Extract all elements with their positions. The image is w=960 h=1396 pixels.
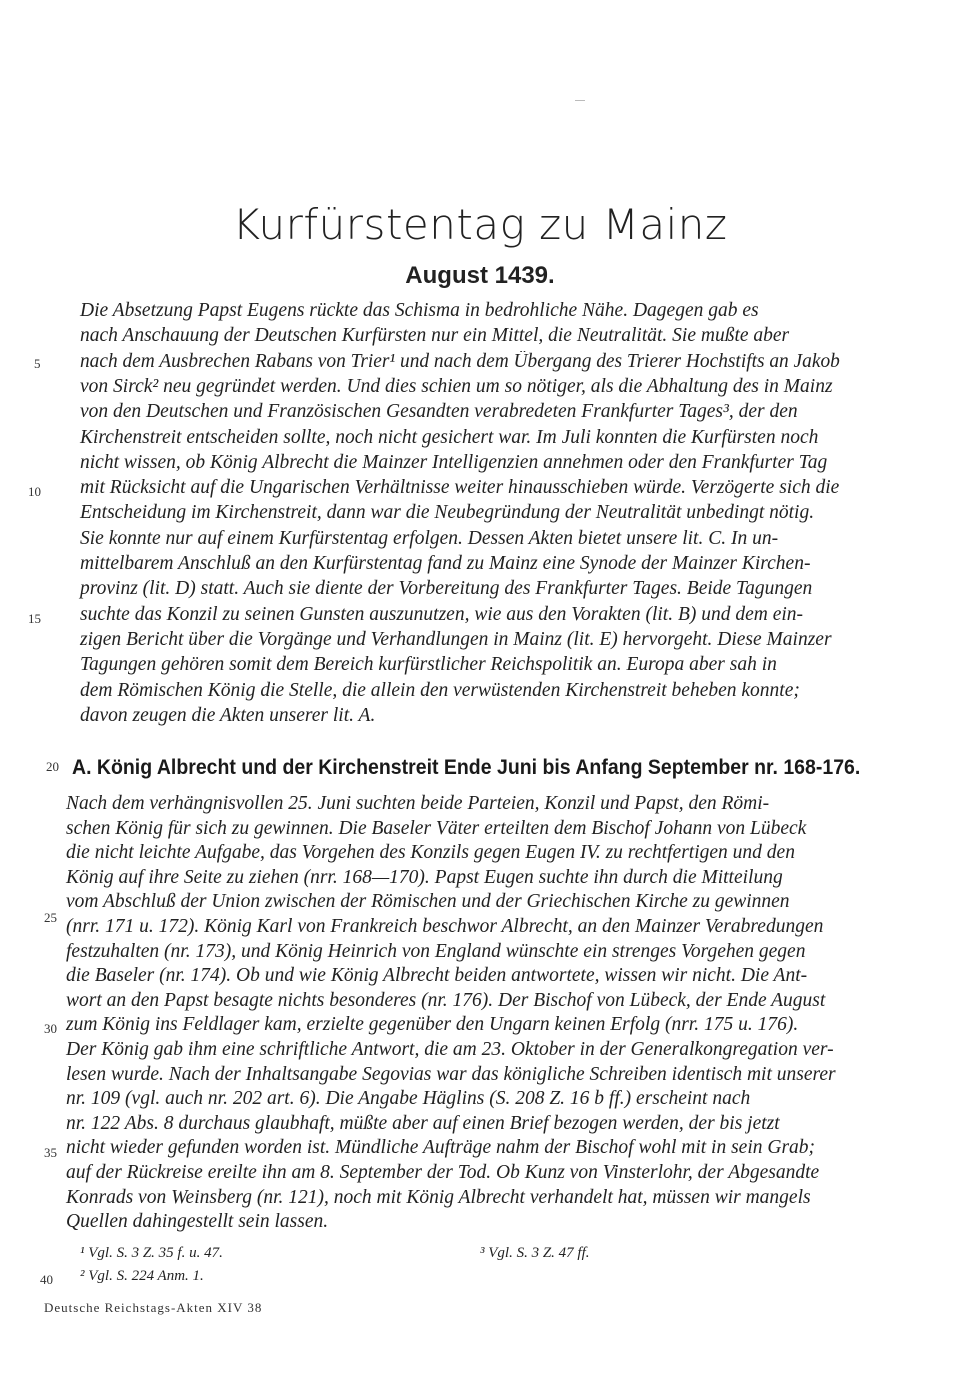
line-number: 5 — [34, 356, 41, 371]
text-line: suchte das Konzil zu seinen Gunsten auszunutzen, wie aus den Vorakten (lit. B) und dem ein- — [80, 603, 804, 625]
text-line: mittelbarem Anschluß an den Kurfürstentag fand zu Mainz eine Synode der Mainzer Kirchen- — [80, 553, 811, 574]
text-line: zigen Bericht über die Vorgänge und Verhandlungen in Mainz (lit. E) hervorgeht. Diese Mainzer — [80, 628, 832, 650]
text-line: schen König für sich zu gewinnen. Die Baseler Väter erteilten dem Bischof Johann von Lübeck — [66, 817, 807, 839]
intro-paragraph — [80, 300, 840, 730]
text-line: Der König gab ihm eine schriftliche Antwort, die am 23. Oktober in der Generalkongregation ver- — [66, 1039, 834, 1060]
text-line: lesen wurde. Nach der Inhaltsangabe Segovias war das königliche Schreiben identisch mit unserer — [66, 1063, 836, 1085]
line-number: 35 — [44, 1145, 57, 1160]
text-line: nicht wissen, ob König Albrecht die Mainzer Intelligenzien annehmen oder den Frankfurter Tag — [80, 451, 828, 473]
text-line: die Baseler (nr. 174). Ob und wie König Albrecht beiden antwortete, wissen wir nicht. Die Ant- — [66, 965, 808, 987]
text-line: König auf ihre Seite zu ziehen (nrr. 168—170). Papst Eugen suchte ihn durch die Mitteilung — [66, 866, 783, 888]
page-date: August 1439. — [405, 262, 555, 289]
page-footer: Deutsche Reichstags-Akten XIV 38 — [44, 1300, 263, 1315]
footnote-3: ³ Vgl. S. 3 Z. 47 ff. — [480, 1245, 590, 1261]
line-number: 30 — [44, 1021, 57, 1036]
text-line: Kirchenstreit entscheiden sollte, noch nicht gesichert war. Im Juli konnten die Kurfürsten noch — [80, 426, 819, 448]
text-line: zum König ins Feldlager kam, erzielte gegenüber den Ungarn keinen Erfolg (nrr. 175 u. 176). — [66, 1014, 799, 1036]
section-paragraph — [66, 793, 846, 1243]
line-number: 15 — [28, 611, 41, 626]
text-line: Nach dem verhängnisvollen 25. Juni suchten beide Parteien, Konzil und Papst, den Römi- — [66, 793, 770, 814]
text-line: auf der Rückreise ereilte ihn am 8. September der Tod. Ob Kunz von Vinsterlohr, der Abgesandte — [66, 1162, 820, 1183]
line-number: 20 — [46, 759, 59, 774]
text-line: wort an den Papst besagte nichts besonderes (nr. 176). Der Bischof von Lübeck, der Ende August — [66, 989, 826, 1011]
text-line: nach dem Ausbrechen Rabans von Trier¹ und nach dem Übergang des Trierer Hochstifts an Jakob — [80, 350, 840, 372]
text-line: davon zeugen die Akten unserer lit. A. — [80, 704, 376, 726]
text-line: nicht wieder gefunden worden ist. Mündliche Aufträge nahm der Bischof wohl mit in sein Grab; — [66, 1137, 816, 1159]
line-number: 25 — [44, 910, 57, 925]
text-line: Konrads von Weinsberg (nr. 121), noch mit König Albrecht verhandelt hat, müssen wir mangels — [66, 1186, 811, 1208]
text-line: nach Anschauung der Deutschen Kurfürsten nur ein Mittel, die Neutralität. Sie mußte aber — [80, 325, 790, 347]
text-line: mit Rücksicht auf die Ungarischen Verhältnisse weiter hinausschieben würde. Verzögerte sich die — [80, 477, 840, 499]
text-line: nr. 122 Abs. 8 durchaus glaubhaft, müßte aber auf einen Brief bezogen werden, der bis jetzt — [66, 1112, 780, 1134]
text-line: Sie konnte nur auf einem Kurfürstentag erfolgen. Dessen Akten bietet unsere lit. C. In un- — [80, 527, 779, 549]
text-line: Die Absetzung Papst Eugens rückte das Schisma in bedrohliche Nähe. Dagegen gab es — [80, 300, 759, 321]
footnote-1: ¹ Vgl. S. 3 Z. 35 f. u. 47. — [80, 1245, 223, 1261]
text-line: Quellen dahingestellt sein lassen. — [66, 1211, 329, 1233]
text-line: provinz (lit. D) statt. Auch sie diente der Vorbereitung des Frankfurter Tages. Beide Tagungen — [80, 578, 813, 600]
page-title: Kurfürstentag zu Mainz — [232, 200, 728, 249]
scan-mark — [575, 100, 585, 101]
text-line: (nrr. 171 u. 172). König Karl von Frankreich beschwor Albrecht, an den Mainzer Verabredungen — [66, 916, 824, 937]
text-line: dem Römischen König die Stelle, die allein den verwüstenden Kirchenstreit beheben konnte; — [80, 679, 800, 701]
text-line: festzuhalten (nr. 173), und König Heinrich von England wünschte ein strenges Vorgehen gegen — [66, 940, 806, 962]
text-line: nr. 109 (vgl. auch nr. 202 art. 6). Die Angabe Häglins (S. 208 Z. 16 b ff.) erscheint nach — [66, 1088, 751, 1110]
text-line: vom Abschluß der Union zwischen der Römischen und der Griechischen Kirche zu gewinnen — [66, 891, 790, 913]
text-line: Tagungen gehören somit dem Bereich kurfürstlicher Reichspolitik an. Europa aber sah in — [80, 654, 777, 676]
line-number: 10 — [28, 484, 41, 499]
text-line: die nicht leichte Aufgabe, das Vorgehen des Konzils gegen Eugen IV. zu rechtfertigen und den — [66, 842, 795, 864]
text-line: von den Deutschen und Französischen Gesandten verabredeten Frankfurter Tages³, der den — [80, 401, 798, 423]
section-heading: A. König Albrecht und der Kirchenstreit Ende Juni bis Anfang September nr. 168-176. — [72, 755, 861, 779]
text-line: Entscheidung im Kirchenstreit, dann war die Neubegründung der Neutralität unbedingt nötig. — [80, 502, 815, 524]
footnote-2: ² Vgl. S. 224 Anm. 1. — [80, 1268, 204, 1284]
line-number: 40 — [40, 1272, 53, 1287]
text-line: von Sirck² neu gegründet werden. Und dies schien um so nötiger, als die Abhaltung des in Mainz — [80, 375, 833, 397]
